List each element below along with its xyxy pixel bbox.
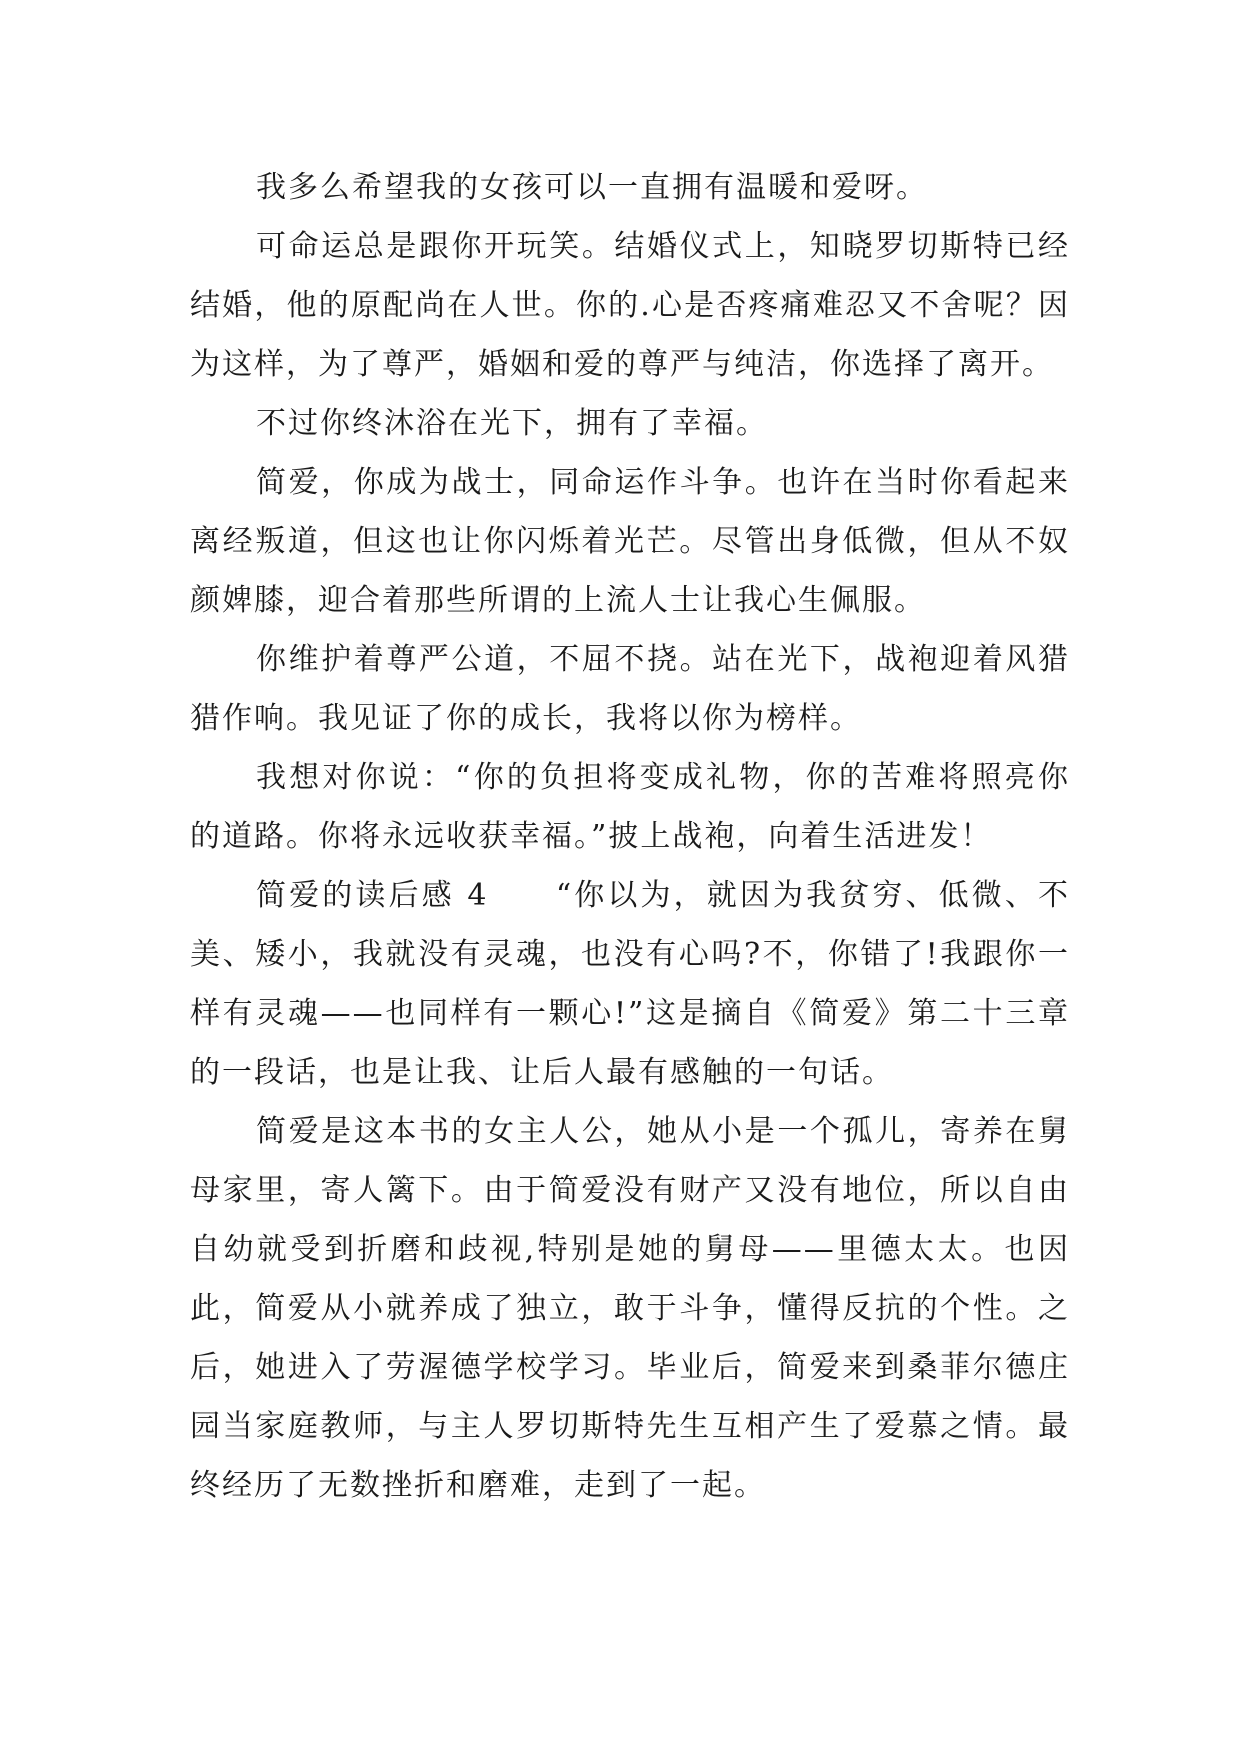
paragraph: 你维护着尊严公道，不屈不挠。站在光下，战袍迎着风猎猎作响。我见证了你的成长，我将以你为榜样。: [190, 642, 1070, 736]
paragraph: 我多么希望我的女孩可以一直拥有温暖和爱呀。: [256, 170, 928, 205]
paragraph: 可命运总是跟你开玩笑。结婚仪式上，知晓罗切斯特已经结婚，他的原配尚在人世。你的.心是否疼痛难忍又不舍呢？因为这样，为了尊严，婚姻和爱的尊严与纯洁，你选择了离开。: [190, 229, 1070, 382]
document-body: [190, 158, 1070, 1515]
paragraph: 我想对你说：“你的负担将变成礼物，你的苦难将照亮你的道路。你将永远收获幸福。”披上战袍，向着生活进发！: [190, 760, 1070, 854]
paragraph: 简爱，你成为战士，同命运作斗争。也许在当时你看起来离经叛道，但这也让你闪烁着光芒。尽管出身低微，但从不奴颜婢膝，迎合着那些所谓的上流人士让我心生佩服。: [190, 465, 1070, 618]
paragraph: 不过你终沐浴在光下，拥有了幸福。: [256, 406, 768, 441]
paragraph: 简爱是这本书的女主人公，她从小是一个孤儿，寄养在舅母家里，寄人篱下。由于简爱没有财产又没有地位，所以自由自幼就受到折磨和歧视,特别是她的舅母——里德太太。也因此，简爱从小就养成了独立，敢于斗争，懂得反抗的个性。之后，她进入了劳渥德学校学习。毕业后，简爱来到桑菲尔德庄园当家庭教师，与主人罗切斯特先生互相产生了爱慕之情。最终经历了无数挫折和磨难，走到了一起。: [190, 1114, 1070, 1503]
paragraph: 简爱的读后感 4 “你以为，就因为我贫穷、低微、不美、矮小，我就没有灵魂，也没有心吗?不，你错了!我跟你一样有灵魂——也同样有一颗心!”这是摘自《简爱》第二十三章的一段话，也是让我、让后人最有感触的一句话。: [190, 878, 1070, 1090]
